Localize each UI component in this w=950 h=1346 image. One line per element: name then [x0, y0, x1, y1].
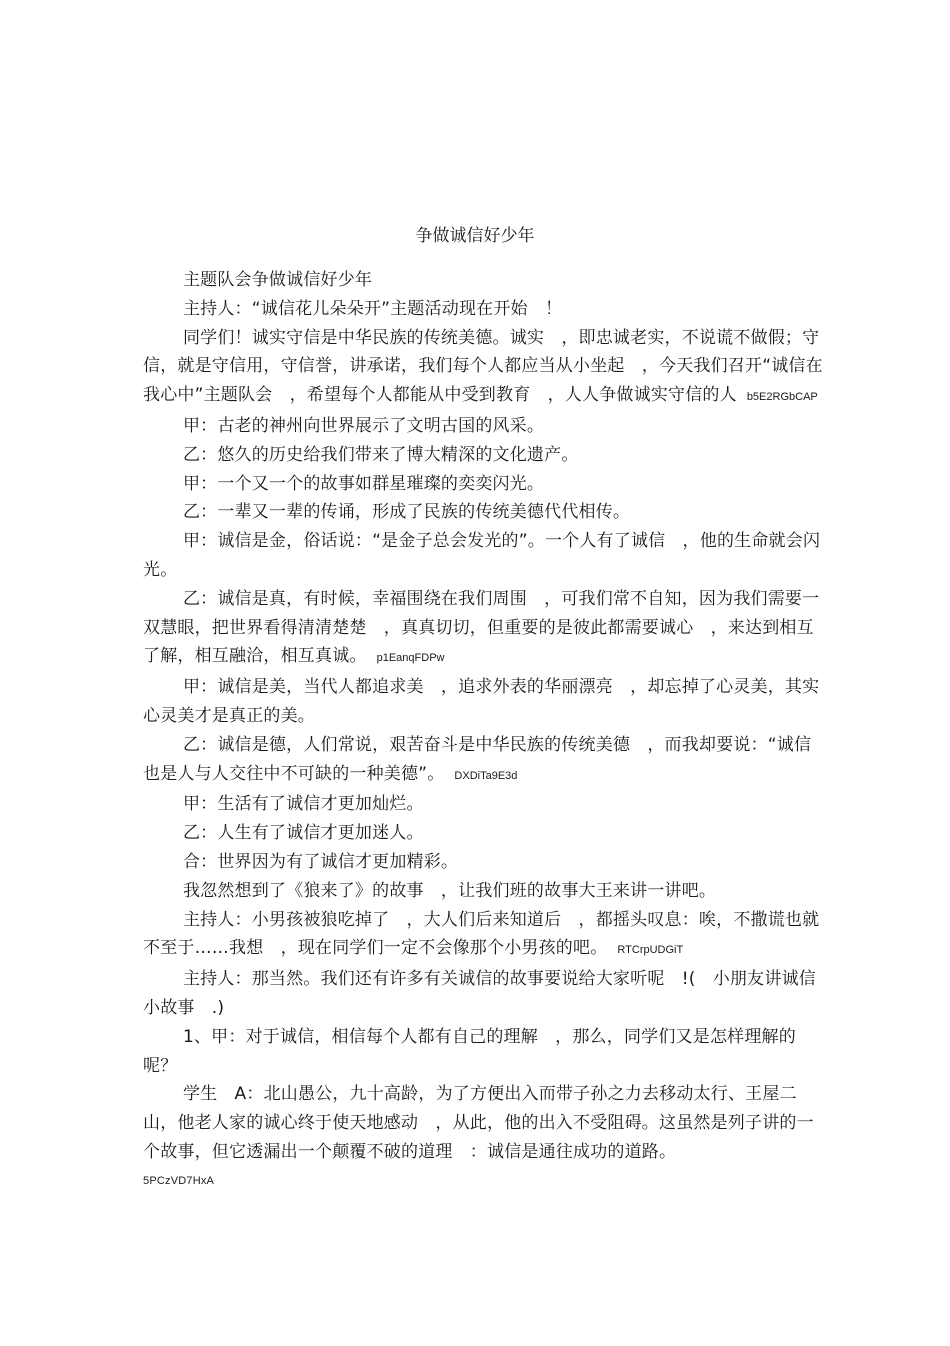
paragraph [143, 412, 823, 441]
paragraph-text: 甲：一个又一个的故事如群星璀璨的奕奕闪光。 [182, 473, 545, 494]
paragraph-text: 主持人：那当然。我们还有许多有关诚信的故事要说给大家听呢 !( 小朋友讲诚信小故事 .) [143, 969, 816, 1018]
doc-code: p1EanqFDPw [376, 652, 445, 665]
paragraph [143, 295, 823, 324]
paragraph-text: 甲：诚信是美，当代人都追求美 ，追求外表的华丽漂亮 ，却忘掉了心灵美，其实心灵美才是真正的美。 [143, 677, 820, 726]
paragraph [143, 266, 823, 295]
paragraph [143, 441, 823, 470]
paragraph-text: 同学们！诚实守信是中华民族的传统美德。诚实 ，即忠诚老实，不说谎不做假；守信，就是守信用，守信誉，讲承诺，我们每个人都应当从小坐起 ，今天我们召开“诚信在我心中”主题队会 ，希望每个人都能从中受到教育 ，人人争做诚实守信的人 [143, 327, 823, 406]
paragraph [143, 585, 823, 673]
paragraph [143, 1023, 823, 1081]
paragraph [143, 877, 823, 906]
paragraph-text: 我忽然想到了《狼来了》的故事 ，让我们班的故事大王来讲一讲吧。 [182, 880, 717, 901]
paragraph-text: 乙：悠久的历史给我们带来了博大精深的文化遗产。 [182, 444, 579, 465]
paragraph [143, 673, 823, 731]
paragraph-text: 甲：古老的神州向世界展示了文明古国的风采。 [182, 415, 545, 436]
document-title: 争做诚信好少年 [415, 226, 535, 246]
paragraph [143, 470, 823, 499]
paragraph [143, 731, 823, 791]
doc-code: b5E2RGbCAP [746, 391, 818, 404]
paragraph-text: 主持人：“诚信花儿朵朵开”主题活动现在开始 ！ [182, 298, 563, 319]
paragraph [143, 1080, 823, 1166]
paragraph-text: 学生 A：北山愚公，九十高龄，为了方便出入而带子孙之力去移动太行、王屋二山，他老人家的诚心终于使天地感动 ，从此，他的出入不受阻碍。这虽然是列子讲的一个故事，但它透漏出一个颠覆不破的道理 ：诚信是通往成功的道路。 [143, 1084, 814, 1162]
paragraph [143, 498, 823, 527]
paragraph-text: 主持人：小男孩被狼吃掉了 ，大人们后来知道后 ，都摇头叹息：唉，不撒谎也就不至于……我想 ，现在同学们一定不会像那个小男孩的吧。 [143, 909, 820, 959]
paragraph [143, 790, 823, 819]
paragraph [143, 965, 823, 1023]
paragraph [143, 819, 823, 848]
paragraph-text: 乙：人生有了诚信才更加迷人。 [182, 823, 424, 844]
paragraph-text: 主题队会争做诚信好少年 [182, 270, 373, 290]
paragraph-text: 甲：诚信是金，俗话说：“是金子总会发光的”。一个人有了诚信 ，他的生命就会闪光。 [143, 531, 821, 580]
paragraph [143, 324, 823, 412]
doc-code: RTCrpUDGiT [617, 944, 684, 957]
document-body [143, 266, 823, 1195]
paragraph [143, 848, 823, 877]
doc-code: DXDiTa9E3d [454, 769, 518, 782]
paragraph-text: 1、甲：对于诚信，相信每个人都有自己的理解 ，那么，同学们又是怎样理解的呢？ [143, 1026, 796, 1076]
paragraph [143, 527, 823, 585]
paragraph-text: 乙：一辈又一辈的传诵，形成了民族的传统美德代代相传。 [182, 502, 631, 523]
paragraph-text: 乙：诚信是真，有时候，幸福围绕在我们周围 ，可我们常不自知，因为我们需要一双慧眼，把世界看得清清楚楚 ，真真切切，但重要的是彼此都需要诚心 ，来达到相互了解，相互融洽，相互真诚。 [143, 588, 820, 667]
paragraph-text: 合：世界因为有了诚信才更加精彩。 [182, 851, 459, 872]
paragraph [143, 906, 823, 966]
paragraph-text: 甲：生活有了诚信才更加灿烂。 [182, 794, 424, 815]
paragraph-text: 乙：诚信是德，人们常说，艰苦奋斗是中华民族的传统美德 ，而我却要说：“诚信也是人与人交往中不可缺的一种美德”。 [143, 734, 812, 784]
doc-code: 5PCzVD7HxA [143, 1174, 215, 1187]
